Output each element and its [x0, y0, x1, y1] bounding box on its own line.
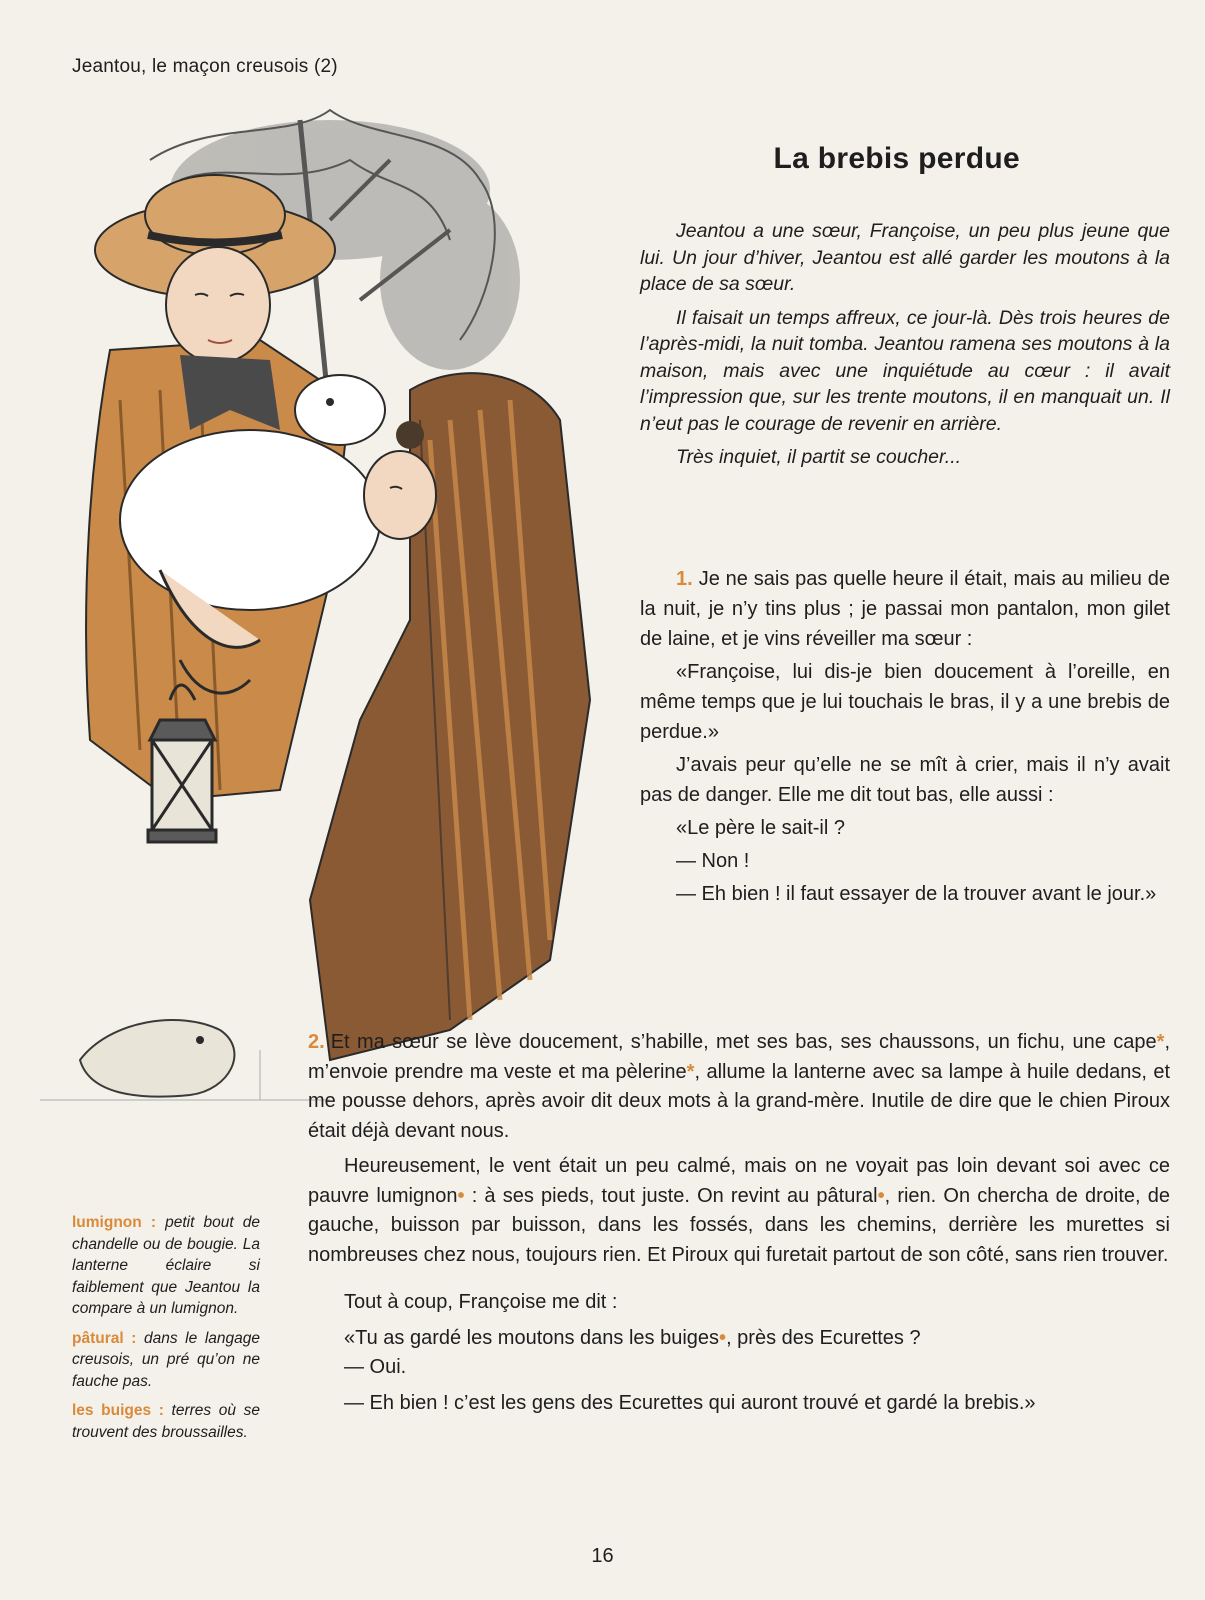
glossary-entry — [72, 1328, 260, 1393]
running-header: Jeantou, le maçon creusois (2) — [72, 56, 338, 77]
glossary-marker: • — [719, 1326, 727, 1349]
footnote-star: * — [686, 1060, 695, 1083]
intro-paragraph: Jeantou a une sœur, Françoise, un peu plus jeune que lui. Un jour d’hiver, Jeantou est allé garder les moutons à la place de sa sœur. — [640, 220, 1170, 295]
page-number: 16 — [591, 1545, 614, 1567]
illustration — [30, 100, 620, 1120]
story-paragraph: — Eh bien ! il faut essayer de la trouver avant le jour.» — [676, 883, 1157, 905]
paragraph-text: «Tu as gardé les moutons dans les buiges — [344, 1326, 720, 1349]
paragraph-text: , rien. On chercha de droite, de gauche, buisson par buisson, dans les fossés, dans les chemins, derrière les murettes si nombreuses chez nous, toujours rien. Et Piroux qui furetait partout de son côté, sans rien trouver. — [308, 1184, 1171, 1266]
story-paragraph — [308, 1324, 1170, 1354]
footnote-star: * — [1156, 1031, 1165, 1053]
rock — [80, 1020, 234, 1097]
paragraph-text: Heureusement, le vent était un peu calmé, mais on ne voyait pas loin devant soi avec ce pauvre lumignon — [308, 1155, 1170, 1207]
story-section-2 — [308, 1028, 1170, 1418]
story-paragraph: J’avais peur qu’elle ne se mît à crier, mais il n’y avait pas de danger. Elle me dit tout bas, elle aussi : — [640, 754, 1170, 806]
intro-paragraph: Très inquiet, il partit se coucher... — [676, 446, 962, 468]
lamb-body — [120, 430, 380, 610]
paragraph-text: Je ne sais pas quelle heure il était, mais au milieu de la nuit, je n’y tins plus ; je passai mon pantalon, mon gilet de laine, et je vins réveiller ma sœur : — [640, 568, 1170, 650]
glossary-term: lumignon : — [72, 1214, 156, 1231]
glossary-marker: • — [877, 1184, 885, 1207]
story-paragraph: — Oui. — [344, 1356, 407, 1378]
story-paragraph — [308, 1028, 1170, 1146]
glossary-entry — [72, 1400, 260, 1443]
girl-face — [364, 451, 436, 539]
glossary-definition: dans le langage creusois, un pré qu’on ne fauche pas. — [72, 1329, 260, 1390]
story-paragraph — [308, 1152, 1170, 1270]
glossary-term: pâtural : — [72, 1329, 137, 1347]
intro-text — [640, 218, 1170, 478]
story-paragraph: — Non ! — [676, 850, 750, 872]
glossary-marker: • — [457, 1184, 465, 1207]
glossary-entry — [72, 1212, 260, 1320]
story-section-1 — [640, 564, 1170, 912]
paragraph-text: Et ma sœur se lève doucement, s’habille, met ses bas, ses chaussons, un fichu, une cape — [330, 1031, 1157, 1053]
glossary — [72, 1212, 260, 1451]
story-paragraph: — Eh bien ! c’est les gens des Ecurettes qui auront trouvé et gardé la brebis.» — [344, 1391, 1036, 1414]
girl-hair-bow — [396, 421, 424, 449]
section-number: 1. — [676, 568, 693, 590]
glossary-term: les buiges : — [72, 1402, 164, 1419]
story-paragraph: Tout à coup, Françoise me dit : — [344, 1291, 618, 1313]
glossary-definition: petit bout de chandelle ou de bougie. La lanterne éclaire si faiblement que Jeantou la compare à un lumignon. — [72, 1214, 261, 1317]
paragraph-text: , allume la lanterne avec sa lampe à huile dedans, et me pousse dehors, après avoir dit deux mots à la grand-mère. Inutile de dire que le chien Piroux était déjà devant nous. — [308, 1060, 1170, 1142]
story-paragraph: «Françoise, lui dis-je bien doucement à l’oreille, en même temps que je lui touchais le bras, il y a une brebis de perdue.» — [640, 661, 1170, 743]
story-paragraph: «Le père le sait-il ? — [676, 817, 845, 839]
boy-face — [166, 247, 270, 363]
paragraph-text: : à ses pieds, tout juste. On revint au pâtural — [464, 1184, 878, 1207]
intro-paragraph: Il faisait un temps affreux, ce jour-là. Dès trois heures de l’après-midi, la nuit tomba. Jeantou ramena ses moutons à la maison, mais avec une inquiétude au cœur : il avait l’impression que, sur les trente moutons, il en manquait un. Il n’eut pas le courage de revenir en arrière. — [640, 306, 1170, 435]
lamb-head — [295, 375, 385, 445]
paragraph-text: , m’envoie prendre ma veste et ma pèlerine — [308, 1031, 1170, 1083]
story-paragraph — [640, 564, 1170, 654]
glossary-definition: terres où se trouvent des broussailles. — [72, 1402, 260, 1441]
paragraph-text: , près des Ecurettes ? — [726, 1326, 921, 1349]
section-number: 2. — [308, 1031, 325, 1053]
page-title: La brebis perdue — [773, 142, 1020, 175]
